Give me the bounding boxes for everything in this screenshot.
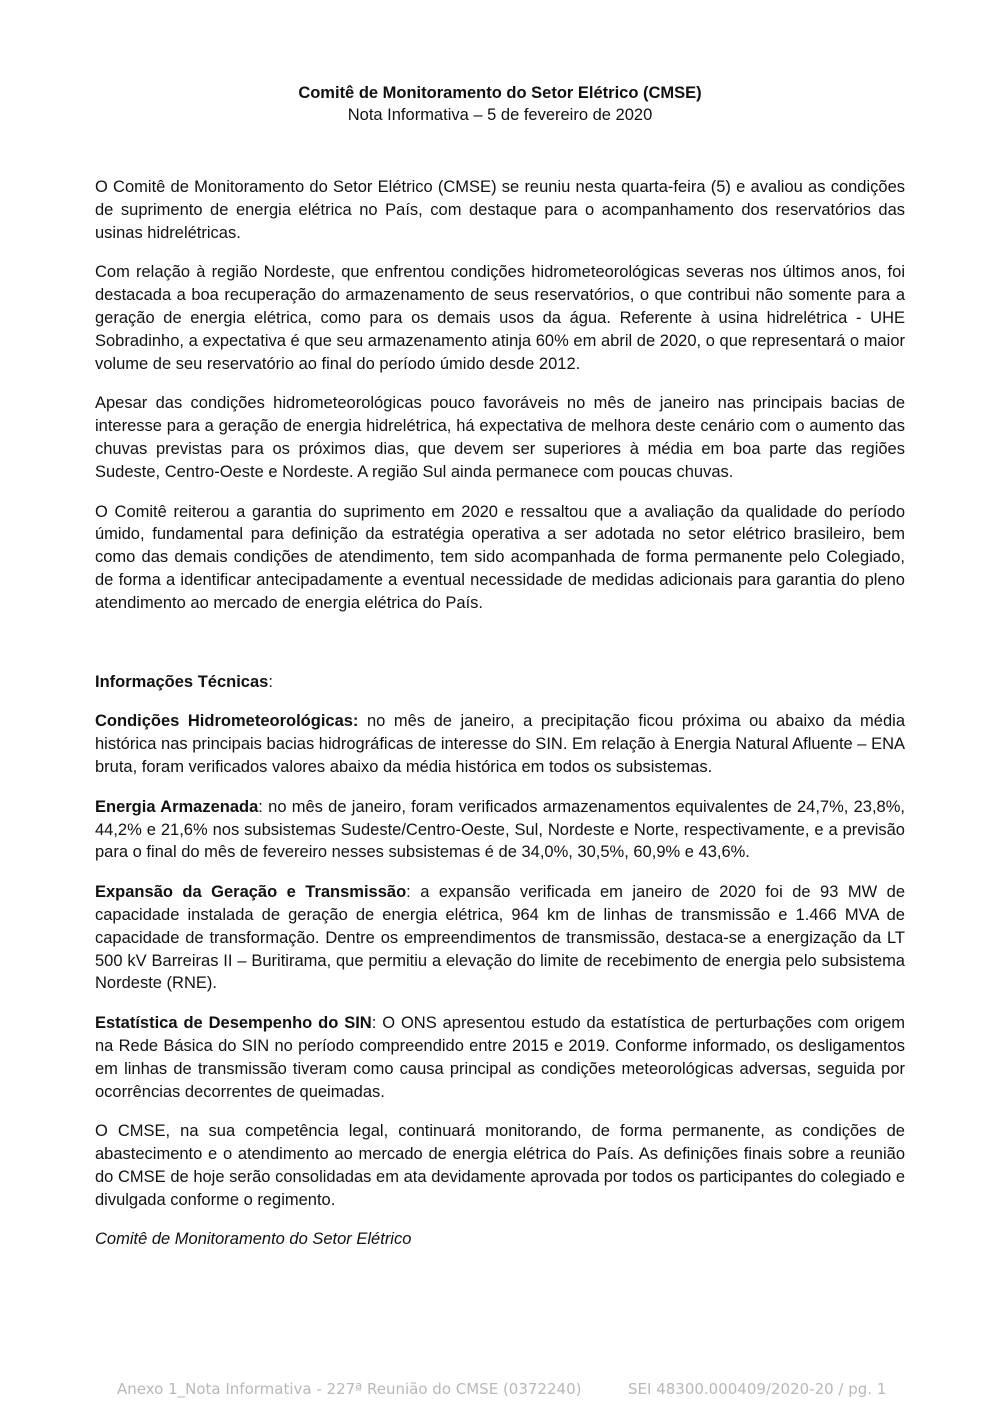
paragraph-hydro-conditions: Apesar das condições hidrometeorológicas pouco favoráveis no mês de janeiro nas principais bacias de interesse para a geração de energia hidrelétrica, há expectativa de melhora deste cenário com o aumento das chuvas previstas para os próximos dias, que devem ser superiores à média em boa parte das regiões Sudeste, Centro-Oeste e Nordeste. A região Sul ainda permanece com poucas chuvas. xyxy=(95,394,905,481)
document-header xyxy=(95,82,905,126)
technical-item-label: Condições Hidrometeorológicas: xyxy=(95,712,359,731)
paragraph-closing: O CMSE, na sua competência legal, continuará monitorando, de forma permanente, as condições de abastecimento e o atendimento ao mercado de energia elétrica do País. As definições finais sobre a reunião do CMSE de hoje serão consolidadas em ata devidamente aprovada por todos os participantes do colegiado e divulgada conforme o regimento. xyxy=(95,1122,905,1209)
paragraph-intro: O Comitê de Monitoramento do Setor Elétrico (CMSE) se reuniu nesta quarta-feira (5) e avaliou as condições de suprimento de energia elétrica no País, com destaque para o acompanhamento dos reservatórios das usinas hidrelétricas. xyxy=(95,178,905,242)
technical-item-label: Estatística de Desempenho do SIN xyxy=(95,1014,372,1033)
technical-item-text: : a expansão verificada em janeiro de 2020 foi de 93 MW de capacidade instalada de geração de energia elétrica, 964 km de linhas de transmissão e 1.466 MVA de capacidade de transformação. Dentre os empreendimentos de transmissão, destaca-se a energização da LT 500 kV Barreiras II – Buritirama, que permitiu a elevação do limite de recebimento de energia pelo subsistema Nordeste (RNE). xyxy=(95,883,905,993)
signature: Comitê de Monitoramento do Setor Elétrico xyxy=(95,1230,412,1249)
technical-title-suffix: : xyxy=(268,672,273,691)
footer-document-reference: Anexo 1_Nota Informativa - 227ª Reunião do CMSE (0372240) xyxy=(117,1380,582,1398)
technical-item-label: Expansão da Geração e Transmissão xyxy=(95,883,407,902)
technical-item-stored-energy xyxy=(95,796,905,864)
technical-section-title xyxy=(95,671,905,694)
technical-item-hydro xyxy=(95,710,905,778)
technical-item-label: Energia Armazenada xyxy=(95,797,259,816)
document-title: Comitê de Monitoramento do Setor Elétrico (CMSE) xyxy=(298,84,702,102)
document-page xyxy=(95,82,905,1251)
technical-item-expansion xyxy=(95,881,905,995)
document-subtitle: Nota Informativa – 5 de fevereiro de 2020 xyxy=(347,106,653,124)
technical-item-text: : no mês de janeiro, foram verificados armazenamentos equivalentes de 24,7%, 23,8%, 44,2% e 21,6% nos subsistemas Sudeste/Centro-Oeste, Sul, Nordeste e Norte, respectivamente, e a previsão para o final do mês de fevereiro nesses subsistemas é de 34,0%, 30,5%, 60,9% e 43,6%. xyxy=(95,797,905,862)
technical-item-text: : O ONS apresentou estudo da estatística de perturbações com origem na Rede Básica do SIN no período compreendido entre 2015 e 2019. Conforme informado, os desligamentos em linhas de transmissão tiveram como causa principal as condições meteorológicas adversas, seguida por ocorrências decorrentes de queimadas. xyxy=(95,1014,906,1101)
paragraph-nordeste: Com relação à região Nordeste, que enfrentou condições hidrometeorológicas severas nos últimos anos, foi destacada a boa recuperação do armazenamento de seus reservatórios, o que contribui não somente para a geração de energia elétrica, como para os demais usos da água. Referente à usina hidrelétrica - UHE Sobradinho, a expectativa é que seu armazenamento atinja 60% em abril de 2020, o que representará o maior volume de seu reservatório ao final do período úmido desde 2012. xyxy=(95,263,905,373)
technical-item-performance xyxy=(95,1012,905,1103)
technical-item-text: no mês de janeiro, a precipitação ficou próxima ou abaixo da média histórica nas principais bacias hidrográficas de interesse do SIN. Em relação à Energia Natural Afluente – ENA bruta, foram verificados valores abaixo da média histórica em todos os subsistemas. xyxy=(95,712,905,776)
footer-process-number: SEI 48300.000409/2020-20 / pg. 1 xyxy=(628,1380,887,1398)
paragraph-supply-guarantee: O Comitê reiterou a garantia do suprimento em 2020 e ressaltou que a avaliação da qualidade do período úmido, fundamental para definição da estratégia operativa a ser adotada no setor elétrico brasileiro, bem como das demais condições de atendimento, tem sido acompanhada de forma permanente pelo Colegiado, de forma a identificar antecipadamente a eventual necessidade de medidas adicionais para garantia do pleno atendimento ao mercado de energia elétrica do País. xyxy=(95,502,905,612)
technical-title-text: Informações Técnicas xyxy=(95,672,269,691)
